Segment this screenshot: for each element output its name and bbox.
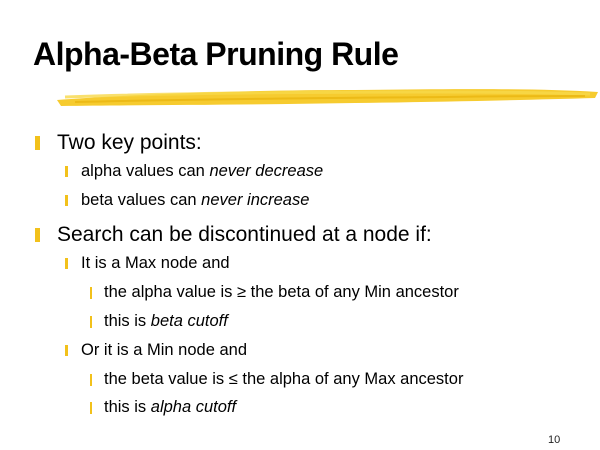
bullet-alpha-cutoff bbox=[104, 398, 236, 417]
bullet-text: this is bbox=[104, 398, 151, 416]
bullet-beta-never-increase bbox=[81, 191, 309, 210]
bullet-marker bbox=[90, 402, 92, 414]
bullet-marker bbox=[35, 136, 40, 150]
bullet-marker bbox=[90, 287, 92, 299]
bullet-alpha-ge-beta: the alpha value is ≥ the beta of any Min ancestor bbox=[104, 283, 459, 301]
bullet-marker bbox=[90, 374, 92, 386]
bullet-marker bbox=[90, 316, 92, 328]
bullet-text: alpha values can bbox=[81, 162, 210, 180]
bullet-marker bbox=[65, 195, 68, 206]
bullet-italic-text: beta cutoff bbox=[150, 312, 228, 330]
bullet-two-key-points: Two key points: bbox=[57, 131, 202, 154]
bullet-text: beta values can bbox=[81, 191, 202, 209]
bullet-italic-text: never decrease bbox=[209, 162, 324, 180]
bullet-beta-cutoff bbox=[104, 312, 228, 331]
bullet-marker bbox=[65, 345, 68, 356]
title-brush-underline bbox=[55, 84, 600, 108]
bullet-marker bbox=[35, 228, 40, 242]
bullet-italic-text: never increase bbox=[201, 191, 310, 209]
bullet-search-discontinued: Search can be discontinued at a node if: bbox=[57, 223, 432, 246]
slide-title: Alpha-Beta Pruning Rule bbox=[33, 36, 399, 72]
bullet-beta-le-alpha: the beta value is ≤ the alpha of any Max ancestor bbox=[104, 370, 464, 388]
page-number: 10 bbox=[548, 434, 561, 446]
bullet-marker bbox=[65, 258, 68, 269]
bullet-min-node: Or it is a Min node and bbox=[81, 341, 247, 359]
bullet-text: this is bbox=[104, 312, 151, 330]
bullet-alpha-never-decrease bbox=[81, 162, 323, 181]
bullet-marker bbox=[65, 166, 68, 177]
bullet-italic-text: alpha cutoff bbox=[150, 398, 237, 416]
bullet-max-node: It is a Max node and bbox=[81, 254, 230, 272]
